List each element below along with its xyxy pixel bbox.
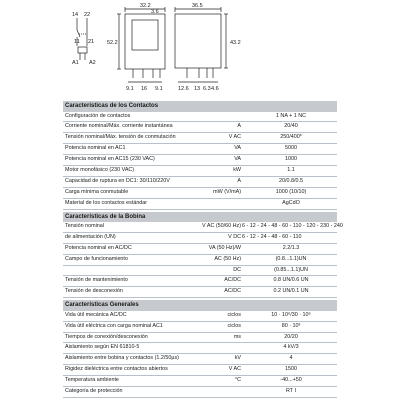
spec-label: Tiempos de conexión/desconexión — [65, 333, 148, 340]
spec-row — [63, 199, 337, 210]
spec-label: Tensión nominal/Máx. tensión de conmutación — [65, 134, 176, 141]
spec-row — [63, 287, 337, 298]
spec-label: Categoría de protección — [65, 387, 123, 394]
spec-label: Vida útil eléctrica con carga nominal AC1 — [65, 322, 163, 329]
front-width-dim: 32.2 — [140, 3, 151, 9]
spec-label-cont: de alimentación (UN) — [65, 233, 116, 240]
spec-label: Tensión de mantenimiento — [65, 277, 128, 284]
spec-row — [63, 365, 337, 376]
section-header-contacts: Características de los Contactos — [63, 101, 337, 112]
schematic-label-a2: A2 — [89, 60, 96, 66]
spec-value: 1000 — [285, 156, 297, 163]
spec-row — [63, 177, 337, 188]
spec-label: Material de los contactos estándar — [65, 199, 148, 206]
spec-unit: A — [237, 177, 241, 184]
spec-row — [63, 222, 343, 233]
spec-row — [63, 112, 337, 123]
spec-label: Temperatura ambiente — [65, 377, 119, 384]
spec-value: 20/40 — [284, 123, 298, 130]
spec-value: 6 - 12 - 24 - 48 - 60 - 110 — [242, 233, 302, 240]
spec-unit: VA — [234, 145, 241, 152]
spec-row — [63, 354, 337, 365]
spec-label: Carga mínima conmutable — [65, 188, 129, 195]
schematic-label-21: 21 — [88, 39, 95, 45]
spec-row — [63, 266, 337, 277]
schematic-label-14: 14 — [72, 12, 79, 18]
spec-table — [63, 99, 343, 398]
spec-unit: ciclos — [227, 311, 241, 318]
schematic-label-a1: A1 — [72, 60, 79, 66]
schematic-label-22: 22 — [84, 12, 91, 18]
spec-value: 4 kV/3 — [283, 344, 299, 351]
spec-unit: AC/DC — [224, 277, 241, 284]
spec-row — [63, 333, 337, 344]
spec-label: Rigidez dieléctrica entre contactos abiertos — [65, 366, 168, 373]
spec-label: Tensión nominal — [65, 223, 104, 230]
spec-row — [63, 376, 337, 387]
spec-row — [63, 122, 337, 133]
spec-label: Motor monofásico (230 VAC) — [65, 166, 135, 173]
spec-value: (0.85...1.1)UN — [274, 266, 308, 273]
spec-row — [63, 387, 337, 398]
spec-row — [63, 343, 337, 354]
spec-row — [63, 322, 337, 333]
spec-unit: A — [237, 123, 241, 130]
spec-value: 10 · 10⁶/30 · 10⁶ — [271, 311, 311, 318]
spec-unit: AC/DC — [224, 288, 241, 295]
spec-label: Vida útil mecánica AC/DC — [65, 311, 127, 318]
spec-row — [63, 311, 337, 322]
spec-row — [63, 255, 337, 266]
spec-label: Corriente nominal/Máx. corriente instantánea — [65, 123, 173, 130]
spec-value: 4 — [289, 355, 293, 362]
spec-label: Capacidad de ruptura en DC1: 30/110/220V — [65, 177, 170, 184]
spec-label: Tensión de desconexión — [65, 288, 123, 295]
spec-unit: VA — [234, 156, 241, 163]
schematic-label-11: 11 — [74, 39, 80, 45]
spec-label: Aislamiento entre bobina y contactos (1.2/50µs) — [65, 355, 179, 362]
spec-value: AgCdO — [282, 199, 300, 206]
spec-unit: DC — [233, 266, 241, 273]
side-pitch-1: 12.6 — [178, 86, 189, 92]
spec-label: Aislamiento según EN 61810-5 — [65, 344, 140, 351]
section-header-coil: Características de la Bobina — [63, 212, 337, 223]
spec-label: Potencia nominal en AC15 (230 VAC) — [65, 156, 155, 163]
spec-value: 1.1 — [287, 166, 295, 173]
front-view-drawing — [117, 7, 165, 82]
spec-row — [63, 144, 337, 155]
front-height-dim: 52.2 — [107, 40, 118, 46]
spec-unit: V AC — [228, 366, 241, 373]
spec-label: Potencia nominal en AC/DC — [65, 244, 132, 251]
spec-label: Potencia nominal en AC1 — [65, 145, 126, 152]
spec-value: 20/20 — [284, 333, 298, 340]
spec-row — [63, 188, 337, 199]
spec-value: 1 NA + 1 NC — [275, 112, 307, 119]
spec-row — [63, 276, 337, 287]
side-pitch-3: 6.3 — [203, 86, 211, 92]
side-pitch-4: 4.6 — [211, 86, 219, 92]
front-pin-offset-dim: 3.6 — [151, 9, 159, 15]
spec-row — [63, 155, 337, 166]
spec-row — [63, 166, 337, 177]
section-header-general: Características Generales — [63, 300, 337, 311]
spec-value: RT I — [286, 387, 296, 394]
spec-label: Configuración de contactos — [65, 112, 131, 119]
spec-value: (0.8...1.1)UN — [275, 255, 307, 262]
spec-unit: ciclos — [227, 322, 241, 329]
front-pitch-3: 9.1 — [155, 86, 163, 92]
spec-unit: ms — [233, 333, 241, 340]
front-pitch-2: 16 — [141, 86, 148, 92]
spec-unit: AC (50 Hz) — [214, 255, 241, 262]
spec-unit: °C — [234, 377, 241, 384]
spec-value: 1500 — [285, 366, 297, 373]
spec-unit: kW — [233, 166, 241, 173]
spec-unit: V DC — [228, 233, 241, 240]
spec-row — [63, 233, 337, 244]
spec-unit: mW (V/mA) — [213, 188, 241, 195]
spec-value: 250/400* — [280, 134, 302, 141]
spec-value: -40...+50 — [280, 377, 302, 384]
spec-value: 80 · 10³ — [281, 322, 301, 329]
spec-value: 2.2/1.3 — [282, 244, 300, 251]
spec-value: 0.2 UN/0.1 UN — [273, 288, 309, 295]
side-width-dim: 36.5 — [192, 3, 203, 9]
spec-row — [63, 244, 337, 255]
spec-value: 0.8 UN/0.6 UN — [273, 277, 309, 284]
side-height-dim: 43.2 — [230, 40, 241, 46]
spec-value: 1000 (10/10) — [275, 188, 307, 195]
spec-label: Campo de funcionamiento — [65, 255, 128, 262]
side-pitch-2: 13 — [194, 86, 201, 92]
spec-value: 5000 — [285, 145, 297, 152]
spec-unit: kV — [234, 355, 241, 362]
spec-unit: V AC (50/60 Hz) — [202, 223, 241, 230]
technical-drawings — [0, 0, 400, 98]
spec-value: 6 - 12 - 24 - 48 - 60 - 110 - 120 - 230 - 240 — [242, 223, 343, 230]
side-view-drawing — [175, 7, 228, 82]
spec-value: 20/0.8/0.5 — [279, 177, 303, 184]
front-pitch-1: 9.1 — [126, 86, 134, 92]
spec-row — [63, 133, 337, 144]
spec-unit: VA (50 Hz)/W — [208, 244, 241, 251]
spec-unit: V AC — [228, 134, 241, 141]
